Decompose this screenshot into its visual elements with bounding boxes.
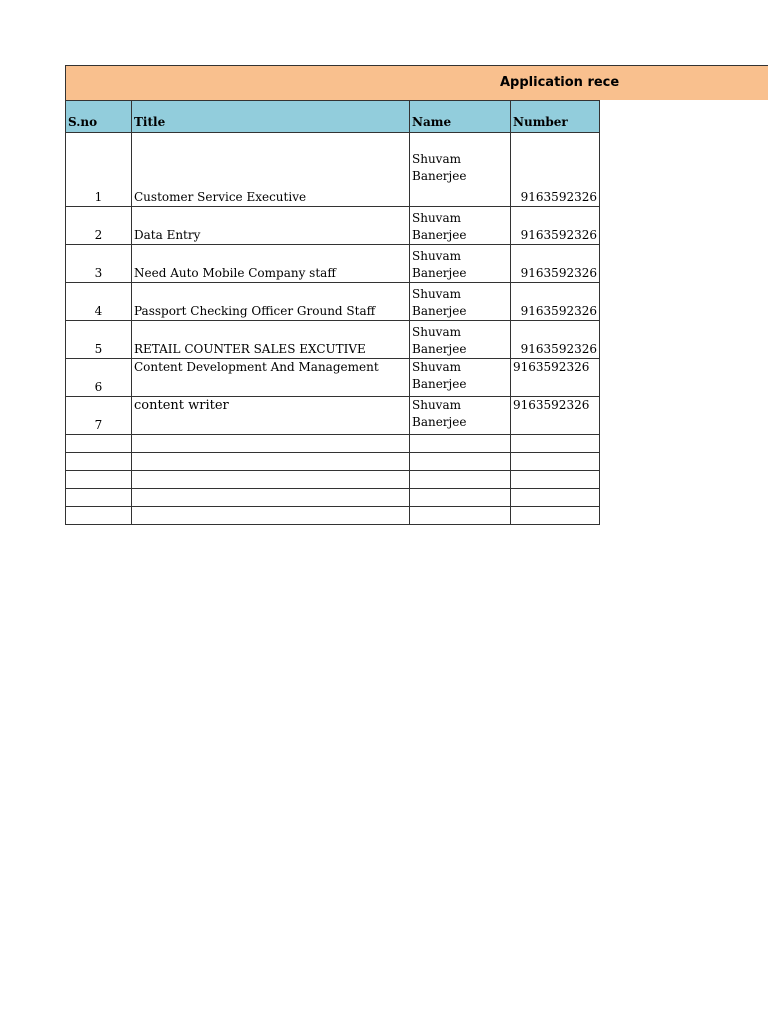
cell-sno[interactable]: 4 xyxy=(66,283,132,321)
column-header-title[interactable]: Title xyxy=(132,101,410,133)
empty-cell[interactable] xyxy=(66,435,132,453)
cell-sno[interactable]: 7 xyxy=(66,397,132,435)
applications-table xyxy=(65,100,600,525)
header-row xyxy=(66,101,600,133)
cell-sno[interactable]: 6 xyxy=(66,359,132,397)
empty-cell[interactable] xyxy=(66,453,132,471)
empty-cell[interactable] xyxy=(410,507,511,525)
cell-number[interactable]: 9163592326 xyxy=(511,245,600,283)
cell-sno[interactable]: 2 xyxy=(66,207,132,245)
empty-row xyxy=(66,453,600,471)
cell-name[interactable]: Shuvam Banerjee xyxy=(410,133,511,207)
cell-name[interactable]: Shuvam Banerjee xyxy=(410,207,511,245)
empty-cell[interactable] xyxy=(410,453,511,471)
empty-cell[interactable] xyxy=(511,507,600,525)
cell-number[interactable]: 9163592326 xyxy=(511,207,600,245)
empty-row xyxy=(66,489,600,507)
empty-cell[interactable] xyxy=(66,471,132,489)
cell-title[interactable]: Data Entry xyxy=(132,207,410,245)
column-header-name[interactable]: Name xyxy=(410,101,511,133)
cell-title[interactable]: Need Auto Mobile Company staff xyxy=(132,245,410,283)
empty-cell[interactable] xyxy=(132,489,410,507)
empty-row xyxy=(66,507,600,525)
cell-title[interactable]: Passport Checking Officer Ground Staff xyxy=(132,283,410,321)
cell-title[interactable]: Customer Service Executive xyxy=(132,133,410,207)
cell-number[interactable]: 9163592326 xyxy=(511,397,600,435)
cell-name[interactable]: Shuvam Banerjee xyxy=(410,359,511,397)
empty-cell[interactable] xyxy=(511,489,600,507)
cell-title[interactable]: Content Development And Management xyxy=(132,359,410,397)
cell-number[interactable]: 9163592326 xyxy=(511,133,600,207)
cell-name[interactable]: Shuvam Banerjee xyxy=(410,321,511,359)
cell-number[interactable]: 9163592326 xyxy=(511,359,600,397)
table-row xyxy=(66,133,600,207)
sheet-banner xyxy=(65,65,768,100)
empty-cell[interactable] xyxy=(132,471,410,489)
cell-name[interactable]: Shuvam Banerjee xyxy=(410,397,511,435)
cell-number[interactable]: 9163592326 xyxy=(511,321,600,359)
table-row xyxy=(66,283,600,321)
table-row xyxy=(66,321,600,359)
empty-cell[interactable] xyxy=(132,453,410,471)
empty-row xyxy=(66,435,600,453)
table-row xyxy=(66,397,600,435)
cell-sno[interactable]: 3 xyxy=(66,245,132,283)
empty-cell[interactable] xyxy=(511,453,600,471)
empty-cell[interactable] xyxy=(410,489,511,507)
empty-cell[interactable] xyxy=(410,435,511,453)
empty-row xyxy=(66,471,600,489)
empty-cell[interactable] xyxy=(66,489,132,507)
column-header-sno[interactable]: S.no xyxy=(66,101,132,133)
cell-name[interactable]: Shuvam Banerjee xyxy=(410,283,511,321)
empty-cell[interactable] xyxy=(511,471,600,489)
cell-sno[interactable]: 5 xyxy=(66,321,132,359)
cell-name[interactable]: Shuvam Banerjee xyxy=(410,245,511,283)
cell-sno[interactable]: 1 xyxy=(66,133,132,207)
sheet-title: Application rece xyxy=(500,75,620,90)
column-header-number[interactable]: Number xyxy=(511,101,600,133)
cell-number[interactable]: 9163592326 xyxy=(511,283,600,321)
empty-cell[interactable] xyxy=(511,435,600,453)
table-row xyxy=(66,207,600,245)
cell-title[interactable]: RETAIL COUNTER SALES EXCUTIVE xyxy=(132,321,410,359)
empty-cell[interactable] xyxy=(66,507,132,525)
cell-title[interactable]: content writer xyxy=(132,397,410,435)
table-row xyxy=(66,359,600,397)
empty-cell[interactable] xyxy=(410,471,511,489)
empty-cell[interactable] xyxy=(132,435,410,453)
empty-cell[interactable] xyxy=(132,507,410,525)
table-row xyxy=(66,245,600,283)
